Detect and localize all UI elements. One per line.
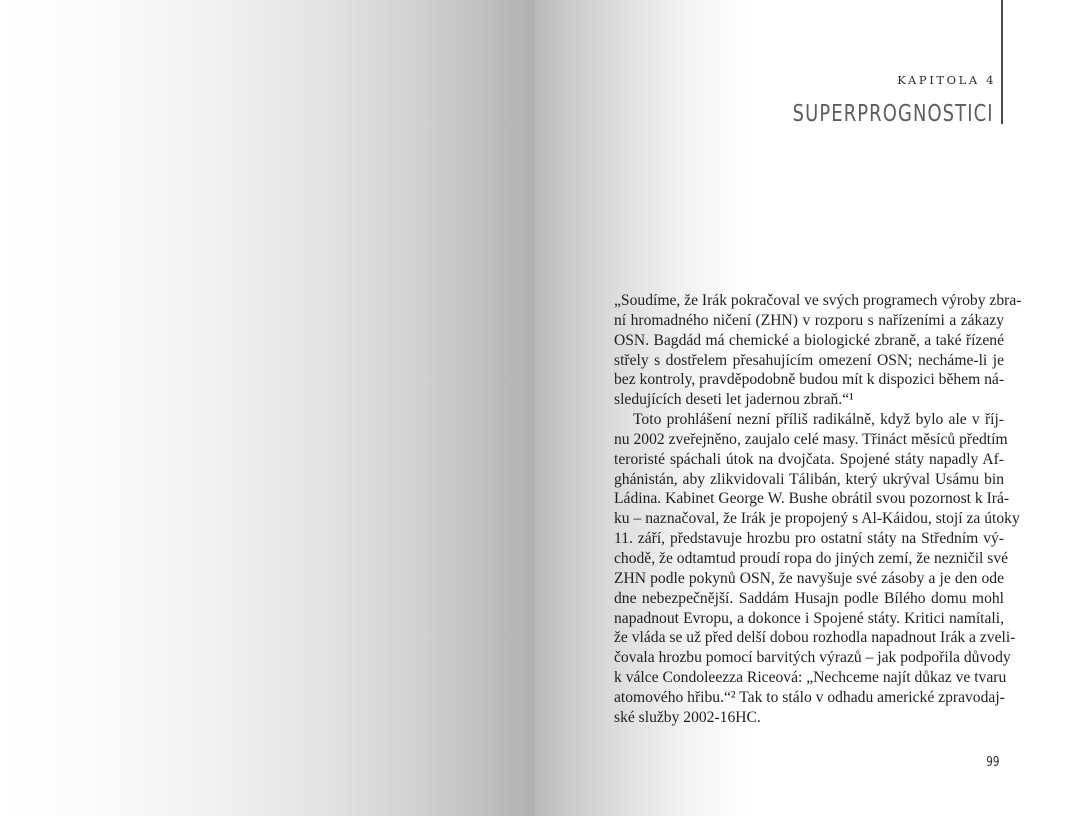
- text-line: 11. září, představuje hrozbu pro ostatní státy na Středním vý-: [614, 530, 1004, 548]
- text-line: sledujících deseti let jadernou zbraň.“¹: [614, 391, 854, 409]
- chapter-rule: [1001, 0, 1003, 124]
- text-line: nu 2002 zveřejněno, zaujalo celé masy. Třináct měsíců předtím: [614, 430, 1008, 448]
- text-line: ní hromadného ničení (ZHN) v rozporu s nařízeními a zákazy: [614, 311, 1004, 329]
- chapter-title: SUPERPROGNOSTICI: [793, 101, 994, 127]
- text-line: čovala hrozbu pomocí barvitých výrazů – jak podpořila důvody: [614, 649, 1011, 667]
- text-line: ghánistán, aby zlikvidovali Tálibán, který ukrýval Usámu bin: [614, 470, 1004, 488]
- text-line: chodě, že odtamtud proudí ropa do jiných zemí, že nezničil své: [614, 549, 1009, 567]
- text-line: střely s dostřelem přesahujícím omezení OSN; necháme-li je: [614, 351, 1004, 369]
- text-line: k válce Condoleezza Riceová: „Nechceme najít důkaz ve tvaru: [614, 669, 1007, 687]
- text-line: Toto prohlášení nezní příliš radikálně, když bylo ale v říj-: [633, 411, 1004, 429]
- text-line: OSN. Bagdád má chemické a biologické zbraně, a také řízené: [614, 331, 1004, 349]
- text-line: dne nebezpečnější. Saddám Husajn podle Bílého domu mohl: [614, 589, 1004, 607]
- text-line: že vláda se už před delší dobou rozhodla napadnout Irák a zveli-: [614, 629, 1016, 647]
- body-text: [614, 291, 1022, 728]
- text-line: „Soudíme, že Irák pokračoval ve svých programech výroby zbra-: [614, 292, 1022, 309]
- text-line: ku – naznačoval, že Irák je propojený s Al-Káidou, stojí za útoky: [614, 510, 1020, 528]
- text-line: teroristé spáchali útok na dvojčata. Spojené státy napadly Af-: [614, 450, 1004, 468]
- text-line: napadnout Evropu, a dokonce i Spojené státy. Kritici namítali,: [614, 609, 1004, 627]
- text-line: bez kontroly, pravděpodobně budou mít k dispozici během ná-: [614, 371, 1005, 389]
- page-number: 99: [986, 755, 1000, 770]
- text-line: atomového hřibu.“² Tak to stálo v odhadu americké zpravodaj-: [614, 688, 1005, 706]
- chapter-label: KAPITOLA 4: [897, 73, 996, 87]
- text-line: Ládina. Kabinet George W. Bushe obrátil svou pozornost k Irá-: [614, 490, 1010, 508]
- text-line: ské služby 2002-16HC.: [614, 708, 761, 726]
- text-line: ZHN podle pokynů OSN, že navyšuje své zásoby a je den ode: [614, 569, 1004, 587]
